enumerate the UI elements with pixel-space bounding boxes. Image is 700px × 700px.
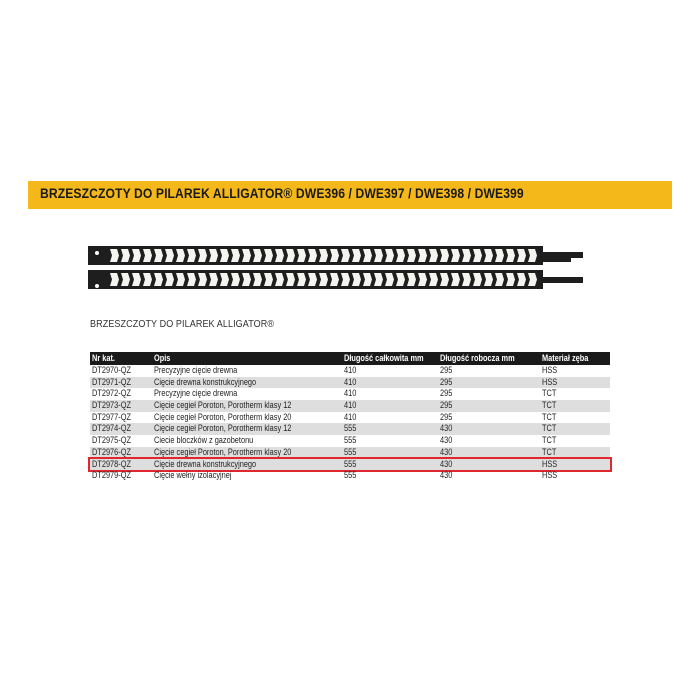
table-row [90,365,610,377]
cell-description: Cięcie cegieł Poroton, Porotherm klasy 12 [154,423,292,434]
cell-description: Ciecie bloczków z gazobetonu [154,435,254,446]
table-row-highlighted [90,459,610,471]
cell-catalog-number: DT2979-QZ [92,470,131,481]
table-row [90,447,610,459]
blade-upper [88,246,583,265]
cell-catalog-number: DT2975-QZ [92,435,131,446]
table-row [90,377,610,389]
saw-blades-image [88,240,588,300]
cell-total-length: 555 [344,446,357,457]
cell-description: Cięcie drewna konstrukcyjnego [154,458,257,469]
cell-working-length: 430 [440,435,453,446]
cell-catalog-number: DT2974-QZ [92,423,131,434]
cell-working-length: 295 [440,400,453,411]
header-tooth-material: Materiał zęba [542,353,589,363]
cell-description: Cięcie cegieł Poroton, Porotherm klasy 20 [154,446,292,457]
cell-working-length: 430 [440,470,453,481]
cell-catalog-number: DT2971-QZ [92,376,131,387]
cell-total-length: 410 [344,365,357,375]
cell-working-length: 295 [440,365,453,375]
table-header-row [90,352,610,365]
header-total-length: Długość całkowita mm [344,353,424,363]
cell-working-length: 295 [440,411,453,422]
cell-description: Cięcie cegieł Poroton, Porotherm klasy 12 [154,400,292,411]
cell-tooth-material: TCT [542,446,557,457]
table-row [90,470,610,482]
cell-tooth-material: TCT [542,423,557,434]
cell-tooth-material: HSS [542,365,558,375]
banner-title: BRZESZCZOTY DO PILAREK ALLIGATOR® DWE396 / DWE397 / DWE398 / DWE399 [40,186,524,201]
cell-tooth-material: TCT [542,411,557,422]
cell-catalog-number: DT2972-QZ [92,388,131,399]
cell-tooth-material: HSS [542,470,558,481]
cell-catalog-number: DT2976-QZ [92,446,131,457]
cell-working-length: 430 [440,423,453,434]
cell-working-length: 430 [440,446,453,457]
header-catalog-number: Nr kat. [92,353,115,363]
table-row [90,423,610,435]
cell-catalog-number: DT2973-QZ [92,400,131,411]
title-banner [28,181,672,209]
cell-description: Cięcie cegieł Poroton, Porotherm klasy 20 [154,411,292,422]
blade-table [90,352,610,482]
cell-total-length: 555 [344,423,357,434]
table-row [90,388,610,400]
cell-total-length: 410 [344,376,357,387]
cell-catalog-number: DT2977-QZ [92,411,131,422]
cell-total-length: 410 [344,411,357,422]
cell-tooth-material: HSS [542,458,558,469]
cell-working-length: 295 [440,388,453,399]
section-subtitle: BRZESZCZOTY DO PILAREK ALLIGATOR® [90,318,275,330]
cell-catalog-number: DT2978-QZ [92,458,131,469]
cell-catalog-number: DT2970-QZ [92,365,131,375]
cell-working-length: 295 [440,376,453,387]
cell-description: Precyzyjne cięcie drewna [154,365,238,375]
header-description: Opis [154,353,171,363]
cell-description: Precyzyjne cięcie drewna [154,388,238,399]
table-row [90,412,610,424]
cell-total-length: 410 [344,388,357,399]
cell-description: Cięcie wełny izolacyjnej [154,470,232,481]
cell-tooth-material: TCT [542,400,557,411]
cell-total-length: 410 [344,400,357,411]
table-row [90,435,610,447]
cell-tooth-material: TCT [542,435,557,446]
cell-tooth-material: TCT [542,388,557,399]
table-row [90,400,610,412]
blade-lower [88,270,583,289]
cell-tooth-material: HSS [542,376,558,387]
cell-total-length: 555 [344,470,357,481]
cell-description: Cięcie drewna konstrukcyjnego [154,376,257,387]
cell-working-length: 430 [440,458,453,469]
header-working-length: Długość robocza mm [440,353,515,363]
cell-total-length: 555 [344,435,357,446]
cell-total-length: 555 [344,458,357,469]
